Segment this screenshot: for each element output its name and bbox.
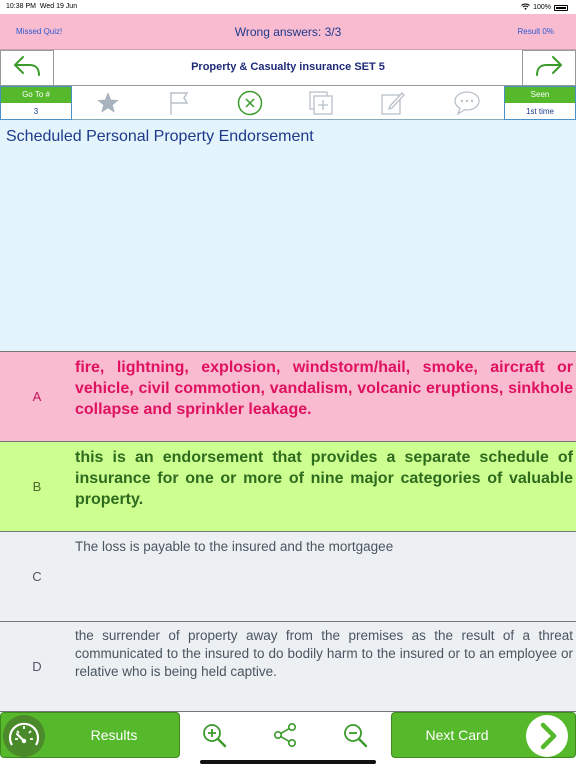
missed-quiz-link[interactable]: Missed Quiz!	[16, 27, 63, 36]
answer-option-d[interactable]	[0, 621, 576, 711]
previous-card-button[interactable]	[0, 50, 54, 86]
answer-letter: A	[32, 389, 42, 404]
edit-icon[interactable]	[378, 89, 408, 117]
add-card-icon[interactable]	[306, 89, 336, 117]
go-to-label: Go To #	[1, 87, 71, 103]
redo-arrow-icon	[534, 54, 564, 83]
answer-text: this is an endorsement that provides a separate schedule of insurance for one or more of nine major categories of valuable property.	[75, 449, 573, 508]
title-bar	[0, 50, 576, 86]
battery-percent: 100%	[533, 4, 551, 11]
chevron-right-icon	[526, 715, 568, 757]
comment-icon[interactable]	[452, 89, 482, 117]
question-panel	[0, 120, 576, 351]
zoom-out-icon[interactable]	[341, 721, 369, 749]
next-card-button[interactable]	[391, 712, 576, 758]
answer-option-c[interactable]	[0, 531, 576, 621]
seen-box	[504, 86, 576, 120]
quiz-header	[0, 14, 576, 50]
next-card-label: Next Card	[425, 727, 489, 743]
status-time: 10:38 PM Wed 19 Jun	[6, 3, 78, 10]
results-button[interactable]	[0, 712, 180, 758]
zoom-in-icon[interactable]	[200, 721, 228, 749]
close-circle-icon[interactable]	[235, 89, 265, 117]
answer-letter: D	[32, 659, 42, 674]
share-icon[interactable]	[271, 721, 299, 749]
answer-option-a[interactable]	[0, 351, 576, 441]
answer-letter: B	[32, 479, 42, 494]
seen-value: 1st time	[525, 107, 554, 116]
wifi-icon	[521, 3, 530, 12]
result-percent: Result 0%	[517, 27, 554, 36]
home-indicator[interactable]	[200, 760, 376, 764]
undo-arrow-icon	[12, 54, 42, 83]
seen-label: Seen	[505, 87, 575, 103]
star-icon[interactable]	[93, 89, 123, 117]
flag-icon[interactable]	[164, 89, 194, 117]
answer-text: fire, lightning, explosion, windstorm/hail, smoke, aircraft or vehicle, civil commotion, vandalism, volcanic eruptions, sinkhole collapse and sprinkler leakage.	[75, 359, 573, 418]
answer-letter: C	[32, 569, 42, 584]
results-label: Results	[90, 727, 138, 743]
battery-icon	[554, 5, 568, 11]
bottom-toolbar	[0, 711, 576, 757]
go-to-value[interactable]: 3	[33, 107, 39, 116]
answer-text: The loss is payable to the insured and the mortgagee	[75, 539, 394, 554]
question-text: Scheduled Personal Property Endorsement	[6, 128, 314, 145]
go-to-box[interactable]	[0, 86, 72, 120]
status-bar	[0, 0, 576, 14]
quiz-set-title: Property & Casualty insurance SET 5	[191, 61, 385, 73]
card-toolbar	[0, 86, 576, 120]
gauge-icon	[3, 715, 45, 757]
answer-option-b[interactable]	[0, 441, 576, 531]
status-right	[521, 3, 568, 12]
next-card-arrow-button[interactable]	[522, 50, 576, 86]
wrong-answers-count: Wrong answers: 3/3	[234, 25, 342, 39]
answer-text: the surrender of property away from the premises as the result of a threat communicated to the insured to do bodily harm to the insured or to an employee or relative who is being held captive.	[75, 628, 573, 679]
